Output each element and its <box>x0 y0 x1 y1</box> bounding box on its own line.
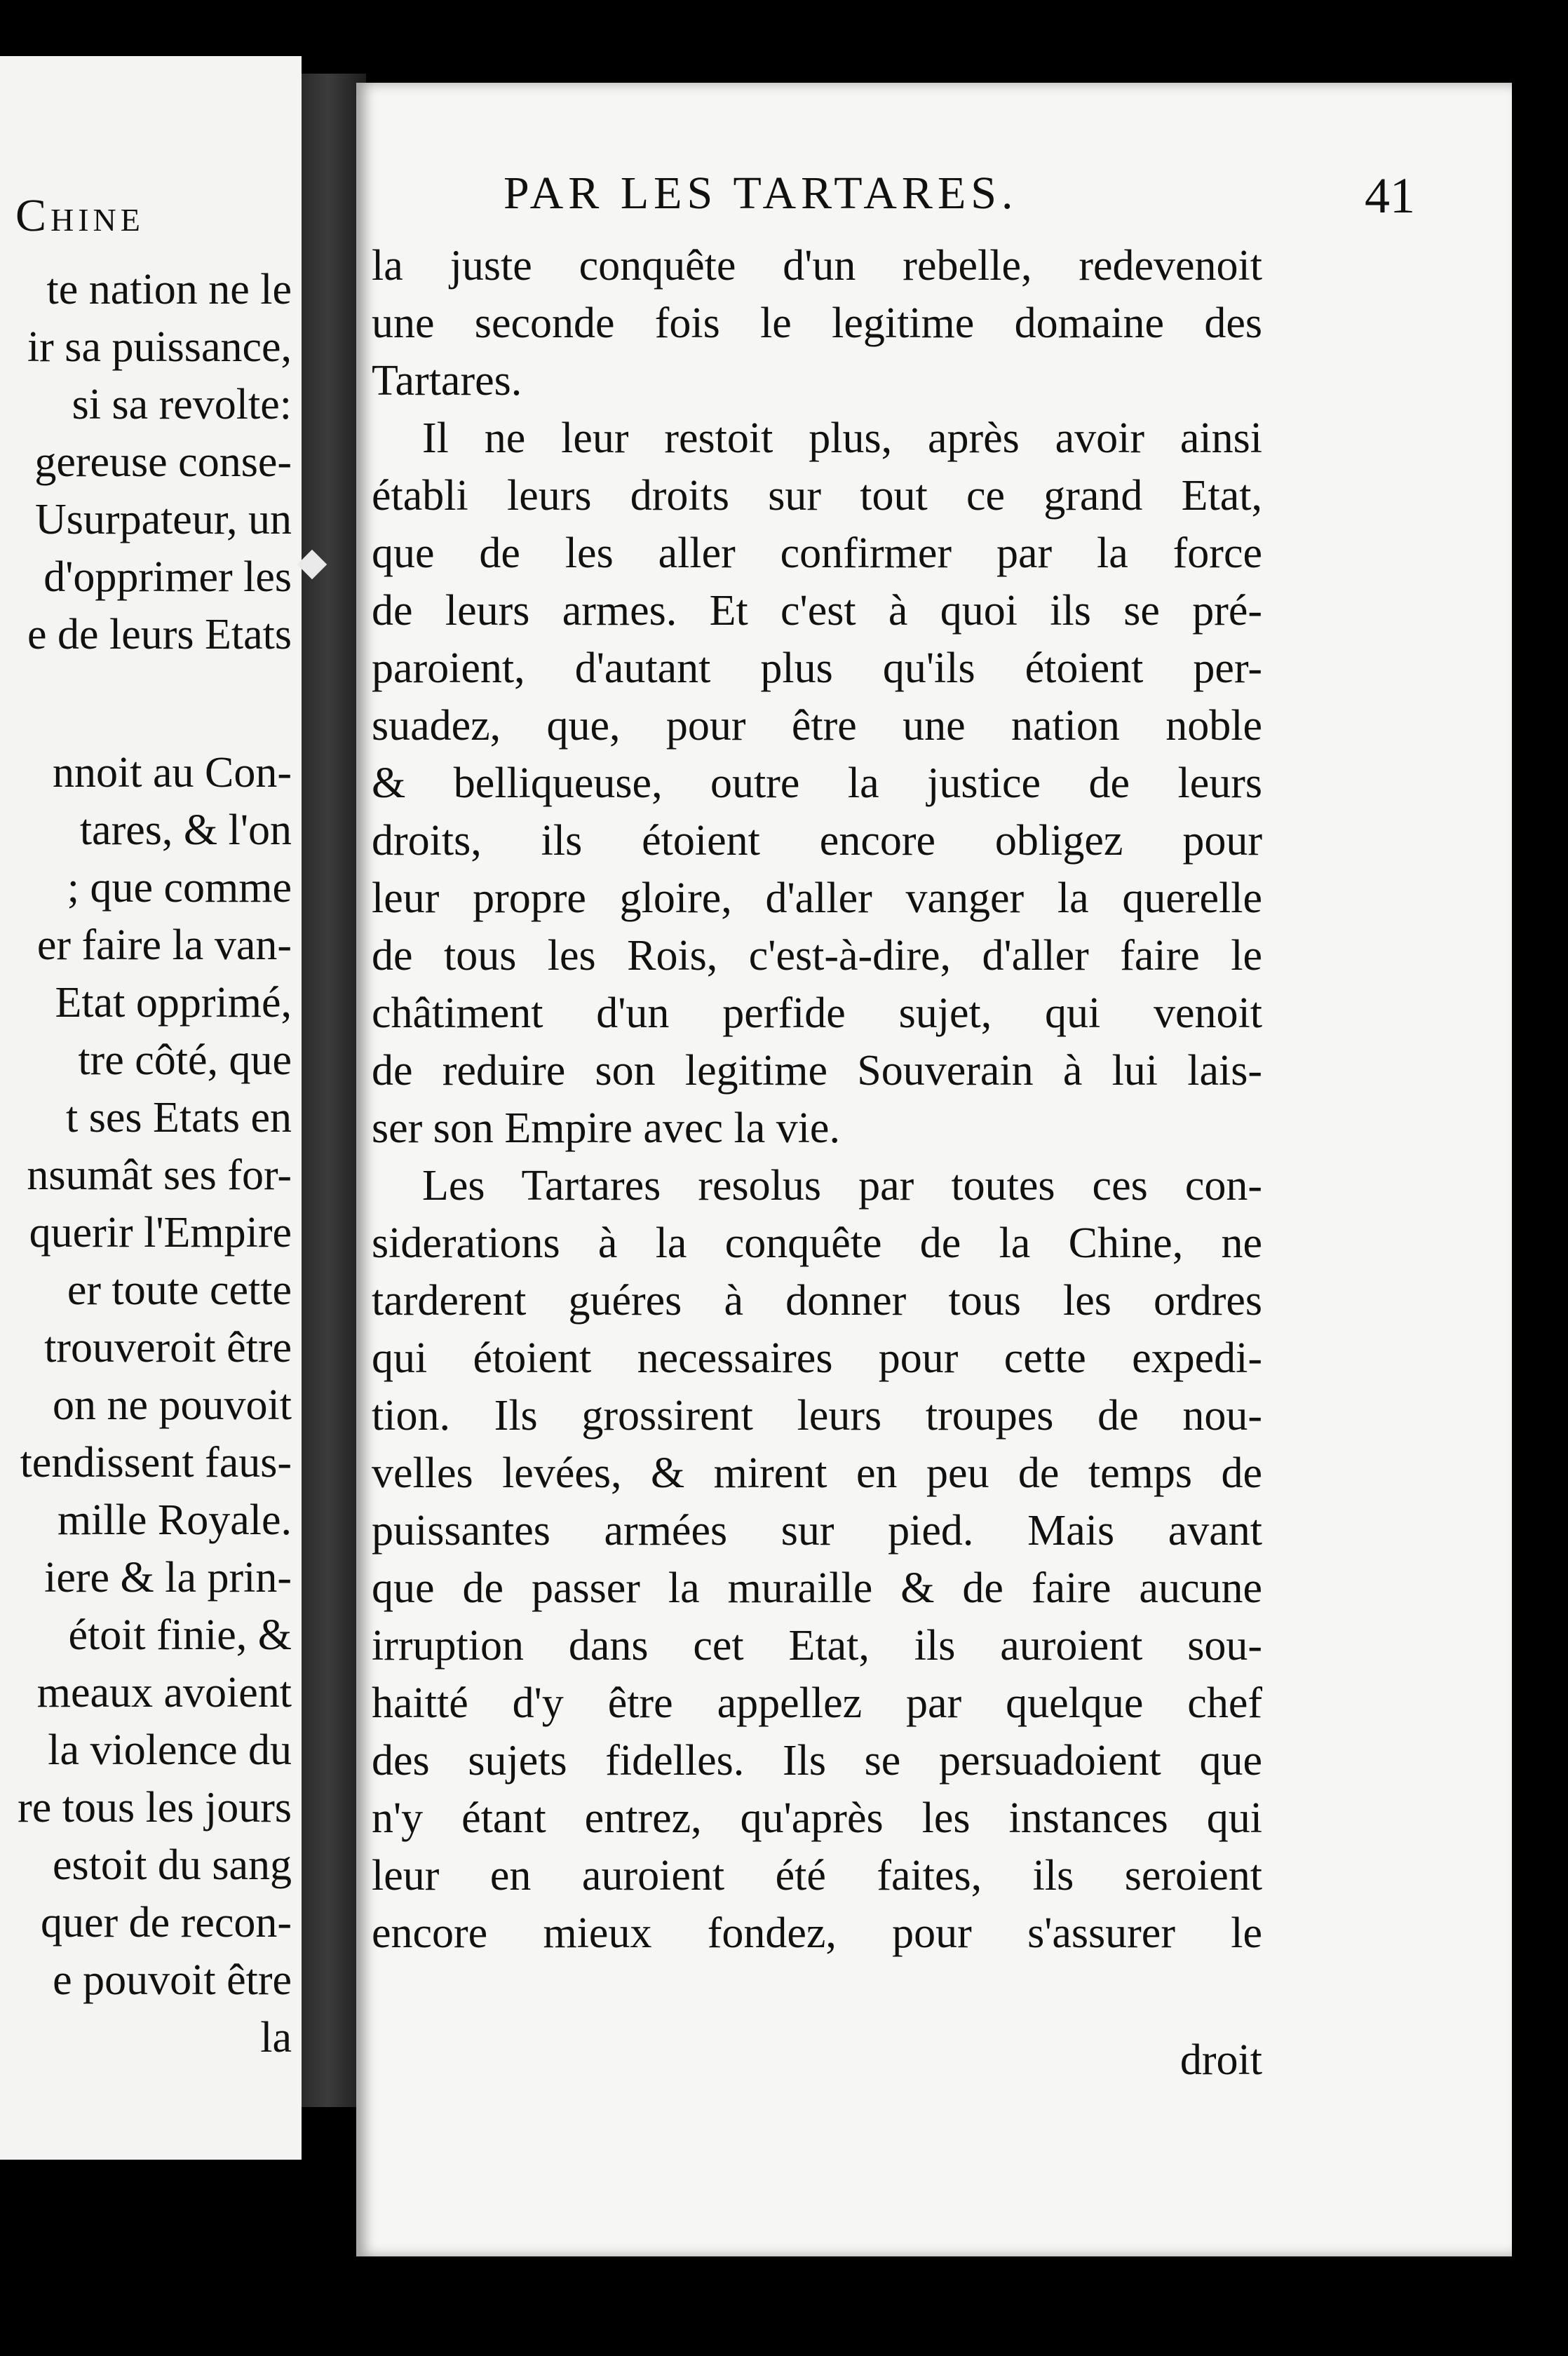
text-line: ser son Empire avec la vie. <box>372 1104 840 1152</box>
left-text-line: nsumât ses for- <box>27 1151 292 1199</box>
left-text-line: te nation ne le <box>46 266 292 313</box>
text-line: de tous les Rois, c'est-à-dire, d'aller faire le <box>372 932 1262 980</box>
text-line: Les Tartares resolus par toutes ces con- <box>422 1162 1262 1210</box>
page-right <box>356 83 1512 2256</box>
left-text-line: tares, & l'on <box>79 806 292 854</box>
left-text-line: er toute cette <box>67 1266 292 1314</box>
left-text-line: re tous les jours <box>18 1784 292 1832</box>
text-line: suadez, que, pour être une nation noble <box>372 702 1262 750</box>
facing-page-left <box>0 56 302 2160</box>
body-text <box>372 237 1262 1962</box>
text-line: qui étoient necessaires pour cette expedi- <box>372 1334 1262 1382</box>
left-text-line: mille Royale. <box>57 1496 292 1544</box>
text-line: tarderent guéres à donner tous les ordres <box>372 1277 1262 1325</box>
left-text-line: meaux avoient <box>36 1669 292 1717</box>
text-line: encore mieux fondez, pour s'assurer le <box>372 1909 1262 1957</box>
left-text-line: on ne pouvoit <box>53 1381 292 1429</box>
running-head: PAR LES TARTARES. <box>503 168 1018 219</box>
text-line: droits, ils étoient encore obligez pour <box>372 817 1262 865</box>
catchword: droit <box>1180 2036 1262 2084</box>
left-text-line: Usurpateur, un <box>35 496 292 543</box>
left-text-line: quer de recon- <box>40 1899 292 1947</box>
text-line: Tartares. <box>372 357 522 405</box>
text-line: de reduire son legitime Souverain à lui lais- <box>372 1047 1262 1095</box>
left-running-head: Chine <box>15 190 144 241</box>
text-line: établi leurs droits sur tout ce grand Etat, <box>372 472 1262 520</box>
left-text-line: e pouvoit être <box>53 1956 292 2004</box>
text-line: que de les aller confirmer par la force <box>372 529 1262 577</box>
text-line: haitté d'y être appellez par quelque chef <box>372 1679 1262 1727</box>
page-header <box>503 167 1415 230</box>
left-text-line: ir sa puissance, <box>27 323 292 371</box>
text-line: leur propre gloire, d'aller vanger la querelle <box>372 874 1262 922</box>
text-line: tion. Ils grossirent leurs troupes de nou- <box>372 1392 1262 1440</box>
text-line: des sujets fidelles. Ils se persuadoient que <box>372 1737 1262 1785</box>
left-text-line: ; que comme <box>67 864 292 912</box>
left-text-line: tre côté, que <box>78 1036 292 1084</box>
text-line: la juste conquête d'un rebelle, redevenoit <box>372 242 1262 290</box>
text-line: Il ne leur restoit plus, après avoir ainsi <box>422 414 1262 462</box>
text-line: siderations à la conquête de la Chine, ne <box>372 1219 1262 1267</box>
text-line: une seconde fois le legitime domaine des <box>372 299 1262 347</box>
text-line: paroient, d'autant plus qu'ils étoient per- <box>372 644 1262 692</box>
left-text-line: e de leurs Etats <box>27 611 292 658</box>
left-text-line: tendissent faus- <box>20 1439 292 1487</box>
text-line: n'y étant entrez, qu'après les instances qui <box>372 1794 1262 1842</box>
left-text-line: gereuse conse- <box>34 438 292 486</box>
left-text-line: querir l'Empire <box>29 1209 292 1257</box>
text-line: puissantes armées sur pied. Mais avant <box>372 1507 1262 1555</box>
text-line: châtiment d'un perfide sujet, qui venoit <box>372 989 1262 1037</box>
left-text-line: la violence du <box>48 1726 292 1774</box>
left-text-line: d'opprimer les <box>43 553 292 601</box>
left-text-line: estoit du sang <box>53 1841 292 1889</box>
left-page-text <box>0 261 292 2066</box>
page-number: 41 <box>1365 168 1415 224</box>
left-text-line: nnoit au Con- <box>53 749 292 797</box>
left-text-line: Etat opprimé, <box>55 979 292 1027</box>
text-line: leur en auroient été faites, ils seroient <box>372 1852 1262 1900</box>
text-line: que de passer la muraille & de faire aucune <box>372 1564 1262 1612</box>
left-text-line: iere & la prin- <box>44 1554 292 1602</box>
text-line: irruption dans cet Etat, ils auroient sou- <box>372 1622 1262 1670</box>
left-text-line: si sa revolte: <box>72 381 292 428</box>
left-text-line: t ses Etats en <box>66 1094 292 1142</box>
text-line: & belliqueuse, outre la justice de leurs <box>372 759 1262 807</box>
text-line: de leurs armes. Et c'est à quoi ils se pré- <box>372 587 1262 635</box>
left-text-line: étoit finie, & <box>68 1611 292 1659</box>
text-line: velles levées, & mirent en peu de temps de <box>372 1449 1262 1497</box>
left-text-line: er faire la van- <box>36 921 292 969</box>
left-text-line <box>0 663 292 744</box>
left-text-line: trouveroit être <box>44 1324 292 1372</box>
left-text-line: la <box>260 2014 292 2062</box>
